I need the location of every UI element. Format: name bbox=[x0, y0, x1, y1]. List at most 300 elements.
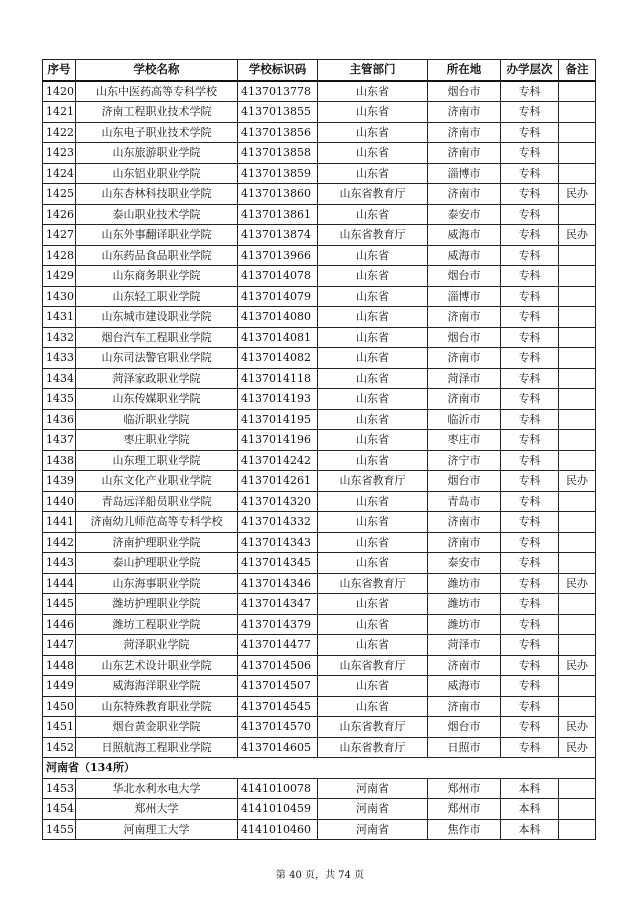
cell-remark bbox=[559, 430, 596, 451]
cell-index: 1420 bbox=[43, 81, 76, 102]
table-row bbox=[43, 163, 596, 184]
table-row bbox=[43, 676, 596, 697]
cell-department: 山东省 bbox=[318, 245, 428, 266]
cell-level: 本科 bbox=[501, 799, 559, 820]
cell-level: 本科 bbox=[501, 819, 559, 840]
cell-location: 济南市 bbox=[428, 102, 501, 123]
cell-remark bbox=[559, 348, 596, 369]
cell-remark bbox=[559, 778, 596, 799]
cell-school-code: 4137014320 bbox=[238, 491, 318, 512]
cell-school-name: 山东中医药高等专科学校 bbox=[76, 81, 238, 102]
cell-index: 1447 bbox=[43, 635, 76, 656]
cell-level: 专科 bbox=[501, 532, 559, 553]
table-row bbox=[43, 655, 596, 676]
cell-department: 山东省 bbox=[318, 430, 428, 451]
cell-remark bbox=[559, 676, 596, 697]
table-row bbox=[43, 245, 596, 266]
table-body-henan bbox=[43, 778, 596, 840]
cell-school-code: 4137014195 bbox=[238, 409, 318, 430]
table-row bbox=[43, 327, 596, 348]
cell-school-code: 4137014261 bbox=[238, 471, 318, 492]
cell-location: 潍坊市 bbox=[428, 573, 501, 594]
cell-department: 山东省教育厅 bbox=[318, 737, 428, 758]
cell-location: 济南市 bbox=[428, 655, 501, 676]
cell-level: 专科 bbox=[501, 430, 559, 451]
cell-remark bbox=[559, 102, 596, 123]
table-row bbox=[43, 799, 596, 820]
cell-index: 1438 bbox=[43, 450, 76, 471]
cell-level: 专科 bbox=[501, 163, 559, 184]
cell-remark bbox=[559, 594, 596, 615]
cell-department: 山东省 bbox=[318, 327, 428, 348]
cell-school-code: 4137014078 bbox=[238, 266, 318, 287]
header-index: 序号 bbox=[43, 60, 76, 81]
cell-school-name: 潍坊工程职业学院 bbox=[76, 614, 238, 635]
table-row bbox=[43, 225, 596, 246]
cell-remark bbox=[559, 635, 596, 656]
cell-remark bbox=[559, 614, 596, 635]
cell-index: 1439 bbox=[43, 471, 76, 492]
cell-location: 济南市 bbox=[428, 696, 501, 717]
page-footer: 第 40 页，共 74 页 bbox=[275, 870, 365, 881]
cell-department: 山东省教育厅 bbox=[318, 655, 428, 676]
cell-remark bbox=[559, 163, 596, 184]
table-row bbox=[43, 266, 596, 287]
cell-school-code: 4137013856 bbox=[238, 122, 318, 143]
cell-school-code: 4137014346 bbox=[238, 573, 318, 594]
cell-index: 1443 bbox=[43, 553, 76, 574]
cell-school-code: 4137013860 bbox=[238, 184, 318, 205]
cell-location: 济南市 bbox=[428, 143, 501, 164]
cell-remark: 民办 bbox=[559, 184, 596, 205]
cell-index: 1455 bbox=[43, 819, 76, 840]
table-row bbox=[43, 614, 596, 635]
cell-level: 专科 bbox=[501, 81, 559, 102]
cell-school-code: 4137014345 bbox=[238, 553, 318, 574]
cell-level: 专科 bbox=[501, 143, 559, 164]
cell-location: 潍坊市 bbox=[428, 614, 501, 635]
cell-department: 河南省 bbox=[318, 819, 428, 840]
cell-school-code: 4137014347 bbox=[238, 594, 318, 615]
cell-location: 临沂市 bbox=[428, 409, 501, 430]
cell-level: 专科 bbox=[501, 655, 559, 676]
cell-school-code: 4141010459 bbox=[238, 799, 318, 820]
cell-level: 专科 bbox=[501, 512, 559, 533]
table-row bbox=[43, 553, 596, 574]
cell-school-code: 4137014196 bbox=[238, 430, 318, 451]
table-row bbox=[43, 512, 596, 533]
cell-school-name: 山东艺术设计职业学院 bbox=[76, 655, 238, 676]
cell-school-name: 烟台汽车工程职业学院 bbox=[76, 327, 238, 348]
cell-school-code: 4141010078 bbox=[238, 778, 318, 799]
cell-level: 专科 bbox=[501, 266, 559, 287]
cell-location: 济南市 bbox=[428, 307, 501, 328]
cell-remark bbox=[559, 327, 596, 348]
cell-school-code: 4137013778 bbox=[238, 81, 318, 102]
cell-location: 济南市 bbox=[428, 348, 501, 369]
cell-department: 山东省 bbox=[318, 614, 428, 635]
cell-index: 1432 bbox=[43, 327, 76, 348]
header-remark: 备注 bbox=[559, 60, 596, 81]
cell-index: 1448 bbox=[43, 655, 76, 676]
table-row bbox=[43, 368, 596, 389]
cell-department: 山东省 bbox=[318, 307, 428, 328]
cell-level: 专科 bbox=[501, 676, 559, 697]
cell-location: 济南市 bbox=[428, 122, 501, 143]
table-row bbox=[43, 286, 596, 307]
cell-location: 焦作市 bbox=[428, 819, 501, 840]
cell-index: 1429 bbox=[43, 266, 76, 287]
cell-level: 专科 bbox=[501, 696, 559, 717]
cell-school-code: 4141010460 bbox=[238, 819, 318, 840]
cell-level: 专科 bbox=[501, 204, 559, 225]
cell-level: 专科 bbox=[501, 450, 559, 471]
cell-remark bbox=[559, 512, 596, 533]
cell-school-name: 河南理工大学 bbox=[76, 819, 238, 840]
cell-remark: 民办 bbox=[559, 573, 596, 594]
cell-department: 山东省 bbox=[318, 491, 428, 512]
cell-school-name: 山东海事职业学院 bbox=[76, 573, 238, 594]
cell-school-code: 4137013855 bbox=[238, 102, 318, 123]
cell-school-name: 山东文化产业职业学院 bbox=[76, 471, 238, 492]
cell-level: 专科 bbox=[501, 122, 559, 143]
cell-level: 专科 bbox=[501, 471, 559, 492]
cell-index: 1433 bbox=[43, 348, 76, 369]
cell-location: 烟台市 bbox=[428, 327, 501, 348]
cell-remark bbox=[559, 143, 596, 164]
cell-level: 专科 bbox=[501, 348, 559, 369]
table-row bbox=[43, 696, 596, 717]
cell-index: 1450 bbox=[43, 696, 76, 717]
cell-level: 专科 bbox=[501, 491, 559, 512]
cell-level: 专科 bbox=[501, 368, 559, 389]
cell-school-name: 济南工程职业技术学院 bbox=[76, 102, 238, 123]
cell-location: 泰安市 bbox=[428, 204, 501, 225]
cell-department: 山东省 bbox=[318, 81, 428, 102]
cell-location: 枣庄市 bbox=[428, 430, 501, 451]
cell-department: 山东省 bbox=[318, 122, 428, 143]
cell-level: 专科 bbox=[501, 286, 559, 307]
cell-index: 1442 bbox=[43, 532, 76, 553]
cell-school-code: 4137014570 bbox=[238, 717, 318, 738]
cell-department: 山东省教育厅 bbox=[318, 184, 428, 205]
cell-school-name: 潍坊护理职业学院 bbox=[76, 594, 238, 615]
cell-school-name: 泰山职业技术学院 bbox=[76, 204, 238, 225]
cell-level: 专科 bbox=[501, 553, 559, 574]
cell-school-name: 泰山护理职业学院 bbox=[76, 553, 238, 574]
cell-school-name: 山东理工职业学院 bbox=[76, 450, 238, 471]
cell-location: 菏泽市 bbox=[428, 368, 501, 389]
cell-level: 专科 bbox=[501, 635, 559, 656]
cell-level: 本科 bbox=[501, 778, 559, 799]
cell-location: 威海市 bbox=[428, 225, 501, 246]
cell-school-name: 山东电子职业技术学院 bbox=[76, 122, 238, 143]
cell-index: 1421 bbox=[43, 102, 76, 123]
cell-department: 山东省 bbox=[318, 204, 428, 225]
cell-remark bbox=[559, 286, 596, 307]
cell-index: 1430 bbox=[43, 286, 76, 307]
table-row bbox=[43, 717, 596, 738]
cell-school-name: 山东药品食品职业学院 bbox=[76, 245, 238, 266]
table-row bbox=[43, 491, 596, 512]
cell-school-code: 4137013874 bbox=[238, 225, 318, 246]
cell-level: 专科 bbox=[501, 614, 559, 635]
cell-school-name: 山东城市建设职业学院 bbox=[76, 307, 238, 328]
cell-index: 1424 bbox=[43, 163, 76, 184]
cell-school-code: 4137014081 bbox=[238, 327, 318, 348]
table-row bbox=[43, 471, 596, 492]
cell-department: 河南省 bbox=[318, 799, 428, 820]
cell-school-name: 山东特殊教育职业学院 bbox=[76, 696, 238, 717]
cell-remark: 民办 bbox=[559, 471, 596, 492]
cell-school-code: 4137013966 bbox=[238, 245, 318, 266]
header-level: 办学层次 bbox=[501, 60, 559, 81]
cell-school-code: 4137014379 bbox=[238, 614, 318, 635]
cell-remark bbox=[559, 553, 596, 574]
cell-remark bbox=[559, 450, 596, 471]
cell-remark bbox=[559, 122, 596, 143]
cell-school-code: 4137013861 bbox=[238, 204, 318, 225]
cell-location: 济南市 bbox=[428, 389, 501, 410]
cell-school-code: 4137014082 bbox=[238, 348, 318, 369]
cell-school-name: 山东司法警官职业学院 bbox=[76, 348, 238, 369]
cell-school-code: 4137014545 bbox=[238, 696, 318, 717]
cell-level: 专科 bbox=[501, 327, 559, 348]
cell-school-name: 山东旅游职业学院 bbox=[76, 143, 238, 164]
table-row bbox=[43, 348, 596, 369]
cell-index: 1436 bbox=[43, 409, 76, 430]
cell-department: 山东省 bbox=[318, 143, 428, 164]
cell-school-code: 4137013859 bbox=[238, 163, 318, 184]
school-list-table bbox=[42, 59, 596, 840]
cell-department: 山东省教育厅 bbox=[318, 573, 428, 594]
cell-level: 专科 bbox=[501, 307, 559, 328]
cell-level: 专科 bbox=[501, 184, 559, 205]
cell-remark bbox=[559, 266, 596, 287]
table-row bbox=[43, 409, 596, 430]
table-row bbox=[43, 102, 596, 123]
cell-index: 1440 bbox=[43, 491, 76, 512]
cell-index: 1452 bbox=[43, 737, 76, 758]
cell-index: 1423 bbox=[43, 143, 76, 164]
table-row bbox=[43, 389, 596, 410]
cell-index: 1428 bbox=[43, 245, 76, 266]
table-row bbox=[43, 573, 596, 594]
cell-location: 烟台市 bbox=[428, 81, 501, 102]
cell-location: 济南市 bbox=[428, 184, 501, 205]
cell-remark bbox=[559, 409, 596, 430]
table-row bbox=[43, 81, 596, 102]
cell-school-code: 4137014605 bbox=[238, 737, 318, 758]
cell-department: 山东省 bbox=[318, 409, 428, 430]
cell-department: 山东省 bbox=[318, 450, 428, 471]
cell-school-name: 威海海洋职业学院 bbox=[76, 676, 238, 697]
cell-school-code: 4137014193 bbox=[238, 389, 318, 410]
cell-school-name: 郑州大学 bbox=[76, 799, 238, 820]
cell-level: 专科 bbox=[501, 245, 559, 266]
cell-remark bbox=[559, 81, 596, 102]
cell-school-name: 济南护理职业学院 bbox=[76, 532, 238, 553]
cell-remark bbox=[559, 307, 596, 328]
cell-school-name: 山东轻工职业学院 bbox=[76, 286, 238, 307]
cell-school-code: 4137014477 bbox=[238, 635, 318, 656]
cell-index: 1426 bbox=[43, 204, 76, 225]
cell-index: 1451 bbox=[43, 717, 76, 738]
header-school-name: 学校名称 bbox=[76, 60, 238, 81]
cell-location: 威海市 bbox=[428, 676, 501, 697]
cell-remark bbox=[559, 245, 596, 266]
table-body-shandong bbox=[43, 81, 596, 758]
cell-location: 菏泽市 bbox=[428, 635, 501, 656]
header-school-code: 学校标识码 bbox=[238, 60, 318, 81]
cell-index: 1441 bbox=[43, 512, 76, 533]
cell-school-code: 4137013858 bbox=[238, 143, 318, 164]
cell-department: 山东省 bbox=[318, 286, 428, 307]
cell-department: 山东省 bbox=[318, 163, 428, 184]
cell-index: 1431 bbox=[43, 307, 76, 328]
cell-school-code: 4137014118 bbox=[238, 368, 318, 389]
cell-department: 山东省 bbox=[318, 553, 428, 574]
cell-department: 山东省 bbox=[318, 348, 428, 369]
cell-location: 郑州市 bbox=[428, 778, 501, 799]
cell-level: 专科 bbox=[501, 573, 559, 594]
cell-location: 泰安市 bbox=[428, 553, 501, 574]
cell-location: 日照市 bbox=[428, 737, 501, 758]
cell-school-code: 4137014080 bbox=[238, 307, 318, 328]
cell-location: 济南市 bbox=[428, 532, 501, 553]
cell-level: 专科 bbox=[501, 717, 559, 738]
cell-location: 淄博市 bbox=[428, 286, 501, 307]
cell-remark: 民办 bbox=[559, 225, 596, 246]
cell-remark bbox=[559, 696, 596, 717]
cell-school-name: 烟台黄金职业学院 bbox=[76, 717, 238, 738]
cell-level: 专科 bbox=[501, 389, 559, 410]
cell-level: 专科 bbox=[501, 102, 559, 123]
cell-index: 1422 bbox=[43, 122, 76, 143]
table-body-province bbox=[43, 758, 596, 779]
table-row bbox=[43, 635, 596, 656]
table-row bbox=[43, 122, 596, 143]
cell-department: 山东省 bbox=[318, 389, 428, 410]
cell-department: 山东省 bbox=[318, 532, 428, 553]
table-row bbox=[43, 184, 596, 205]
cell-department: 山东省 bbox=[318, 512, 428, 533]
cell-department: 山东省教育厅 bbox=[318, 717, 428, 738]
cell-school-name: 菏泽职业学院 bbox=[76, 635, 238, 656]
table-row bbox=[43, 819, 596, 840]
cell-department: 山东省 bbox=[318, 368, 428, 389]
cell-remark bbox=[559, 532, 596, 553]
cell-location: 淄博市 bbox=[428, 163, 501, 184]
cell-school-name: 临沂职业学院 bbox=[76, 409, 238, 430]
cell-school-code: 4137014332 bbox=[238, 512, 318, 533]
cell-remark bbox=[559, 389, 596, 410]
cell-school-name: 山东铝业职业学院 bbox=[76, 163, 238, 184]
cell-location: 济南市 bbox=[428, 512, 501, 533]
cell-index: 1437 bbox=[43, 430, 76, 451]
cell-index: 1444 bbox=[43, 573, 76, 594]
cell-location: 青岛市 bbox=[428, 491, 501, 512]
cell-location: 烟台市 bbox=[428, 266, 501, 287]
cell-department: 山东省 bbox=[318, 696, 428, 717]
cell-school-name: 青岛远洋船员职业学院 bbox=[76, 491, 238, 512]
cell-location: 济宁市 bbox=[428, 450, 501, 471]
province-row bbox=[43, 758, 596, 779]
table-row bbox=[43, 778, 596, 799]
cell-department: 山东省 bbox=[318, 266, 428, 287]
cell-remark bbox=[559, 819, 596, 840]
cell-school-name: 山东外事翻译职业学院 bbox=[76, 225, 238, 246]
table-row bbox=[43, 737, 596, 758]
cell-school-name: 山东商务职业学院 bbox=[76, 266, 238, 287]
cell-index: 1446 bbox=[43, 614, 76, 635]
cell-department: 山东省 bbox=[318, 594, 428, 615]
header-department: 主管部门 bbox=[318, 60, 428, 81]
cell-school-name: 济南幼儿师范高等专科学校 bbox=[76, 512, 238, 533]
cell-remark bbox=[559, 799, 596, 820]
cell-remark bbox=[559, 368, 596, 389]
cell-location: 烟台市 bbox=[428, 717, 501, 738]
cell-location: 威海市 bbox=[428, 245, 501, 266]
cell-remark: 民办 bbox=[559, 717, 596, 738]
cell-level: 专科 bbox=[501, 594, 559, 615]
table-row bbox=[43, 204, 596, 225]
cell-remark bbox=[559, 491, 596, 512]
table-row bbox=[43, 450, 596, 471]
cell-department: 山东省 bbox=[318, 676, 428, 697]
cell-school-code: 4137014079 bbox=[238, 286, 318, 307]
cell-remark bbox=[559, 204, 596, 225]
cell-remark: 民办 bbox=[559, 737, 596, 758]
cell-index: 1454 bbox=[43, 799, 76, 820]
cell-school-code: 4137014506 bbox=[238, 655, 318, 676]
cell-department: 山东省 bbox=[318, 102, 428, 123]
cell-school-code: 4137014242 bbox=[238, 450, 318, 471]
cell-index: 1435 bbox=[43, 389, 76, 410]
cell-index: 1445 bbox=[43, 594, 76, 615]
cell-department: 山东省教育厅 bbox=[318, 225, 428, 246]
cell-school-code: 4137014343 bbox=[238, 532, 318, 553]
cell-location: 潍坊市 bbox=[428, 594, 501, 615]
cell-level: 专科 bbox=[501, 225, 559, 246]
cell-index: 1427 bbox=[43, 225, 76, 246]
table-header-row bbox=[43, 60, 596, 81]
cell-level: 专科 bbox=[501, 409, 559, 430]
cell-department: 山东省教育厅 bbox=[318, 471, 428, 492]
cell-school-name: 山东传媒职业学院 bbox=[76, 389, 238, 410]
cell-department: 山东省 bbox=[318, 635, 428, 656]
cell-department: 河南省 bbox=[318, 778, 428, 799]
cell-school-name: 日照航海工程职业学院 bbox=[76, 737, 238, 758]
cell-index: 1449 bbox=[43, 676, 76, 697]
cell-level: 专科 bbox=[501, 737, 559, 758]
header-location: 所在地 bbox=[428, 60, 501, 81]
cell-index: 1453 bbox=[43, 778, 76, 799]
cell-school-name: 华北水利水电大学 bbox=[76, 778, 238, 799]
table-row bbox=[43, 307, 596, 328]
table-row bbox=[43, 143, 596, 164]
cell-remark: 民办 bbox=[559, 655, 596, 676]
cell-index: 1434 bbox=[43, 368, 76, 389]
cell-location: 烟台市 bbox=[428, 471, 501, 492]
province-label: 河南省（134所） bbox=[43, 758, 596, 779]
cell-index: 1425 bbox=[43, 184, 76, 205]
table-row bbox=[43, 594, 596, 615]
cell-school-name: 菏泽家政职业学院 bbox=[76, 368, 238, 389]
cell-school-name: 枣庄职业学院 bbox=[76, 430, 238, 451]
table-row bbox=[43, 430, 596, 451]
cell-school-code: 4137014507 bbox=[238, 676, 318, 697]
